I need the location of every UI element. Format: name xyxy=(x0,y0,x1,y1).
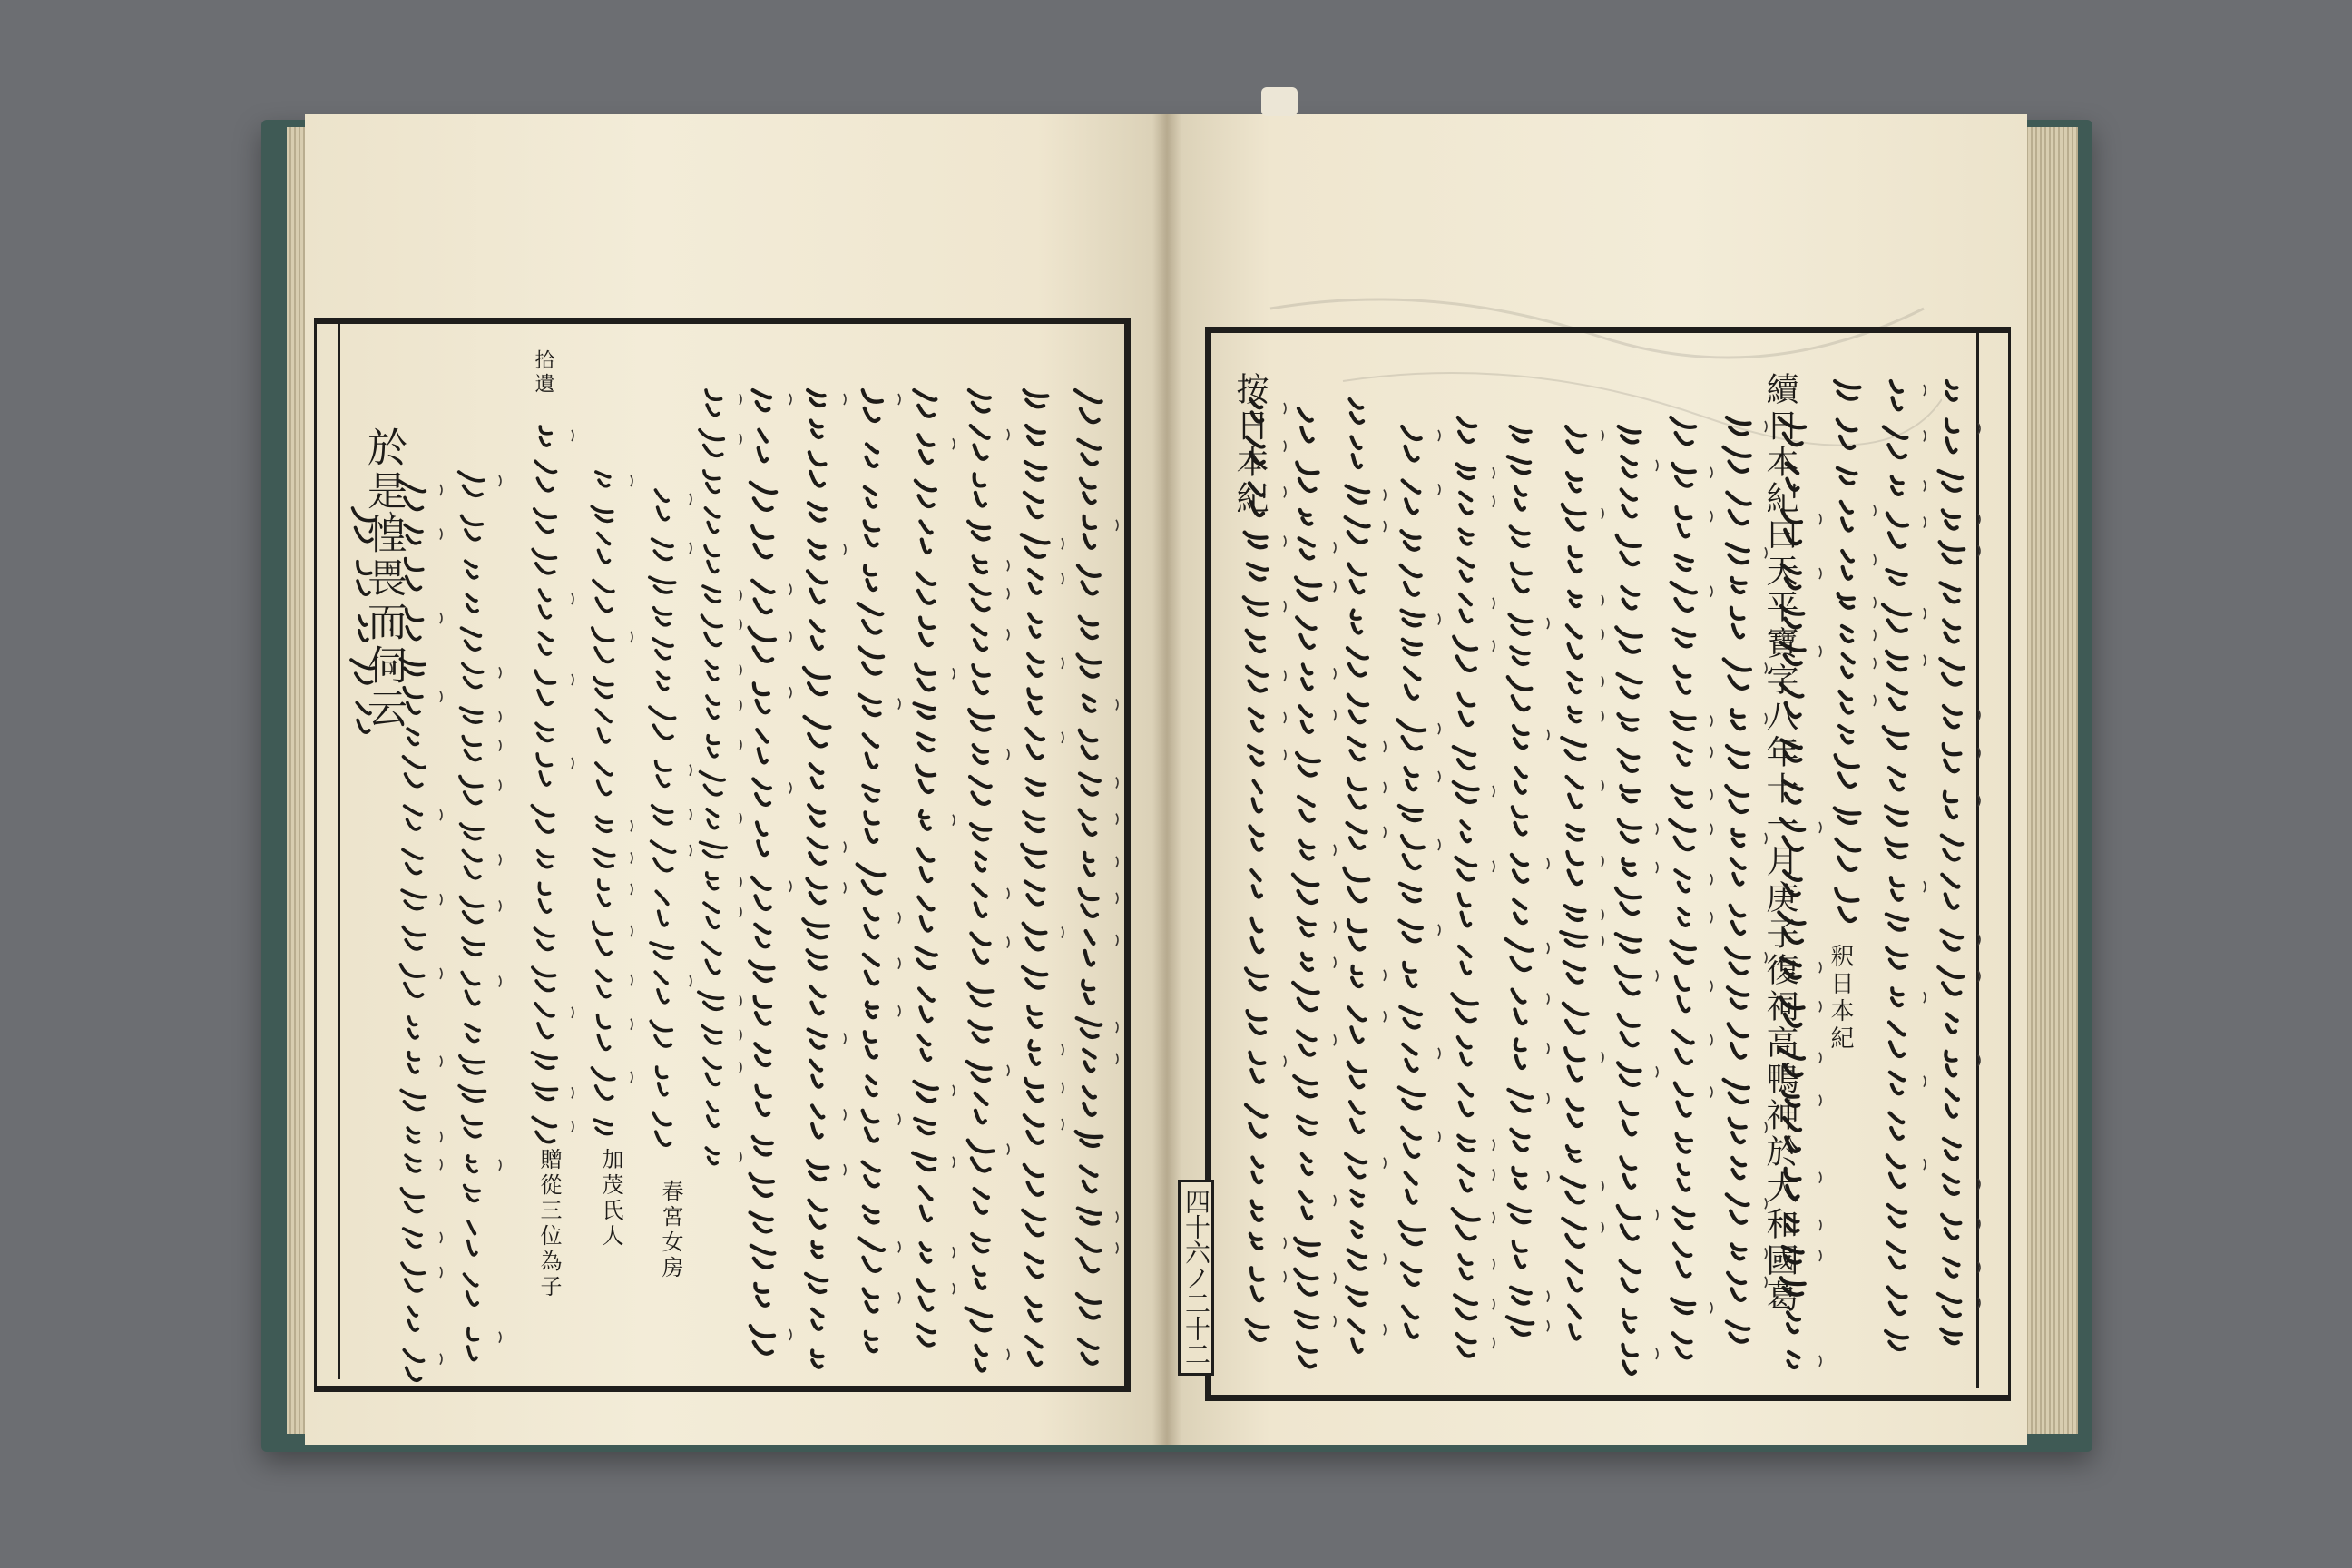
left-column-9 xyxy=(650,490,691,1145)
right-column-13 xyxy=(1293,408,1336,1367)
right-column-10 xyxy=(1452,417,1494,1357)
left-column-10 xyxy=(592,472,632,1134)
left-column-6 xyxy=(803,390,846,1367)
right-column-6 xyxy=(1670,417,1712,1357)
left-column-5 xyxy=(858,390,900,1351)
left-column-7 xyxy=(749,390,791,1354)
right-column-12 xyxy=(1344,399,1386,1352)
right-column-7 xyxy=(1616,426,1658,1374)
left-column-2 xyxy=(1022,390,1063,1365)
line-nihongi: 按日本紀 xyxy=(1231,372,1269,517)
right-column-8 xyxy=(1561,426,1603,1339)
right-column-2 xyxy=(1883,381,1926,1349)
label-shaku-nihongi: 釈日本紀 xyxy=(1827,944,1854,1053)
fold-number: 四十六ノ二十二 xyxy=(1178,1180,1214,1376)
label-attribution-togu: 春宮女房 xyxy=(658,1180,683,1281)
left-column-11 xyxy=(532,426,573,1142)
left-column-1 xyxy=(1075,390,1118,1364)
right-column-1 xyxy=(1938,381,1980,1343)
right-column-11 xyxy=(1397,426,1440,1338)
left-column-8 xyxy=(699,390,741,1164)
label-shui: 拾遺 xyxy=(532,349,554,397)
label-attribution-kamo: 加茂氏人 xyxy=(598,1148,623,1250)
line-shoku-nihongi: 續日本紀曰天平寶字八年十一月庚子復祠高鴨神於大和國葛 xyxy=(1761,372,1798,1316)
right-column-9 xyxy=(1506,426,1549,1335)
left-column-12 xyxy=(459,472,501,1360)
label-attribution-tameko: 贈從三位為子 xyxy=(536,1148,562,1300)
left-column-3 xyxy=(965,390,1009,1371)
right-column-14 xyxy=(1244,399,1286,1340)
right-column-3 xyxy=(1835,381,1876,921)
left-column-4 xyxy=(913,390,955,1346)
final-line: 於是惶畏而伺云 xyxy=(360,426,407,731)
